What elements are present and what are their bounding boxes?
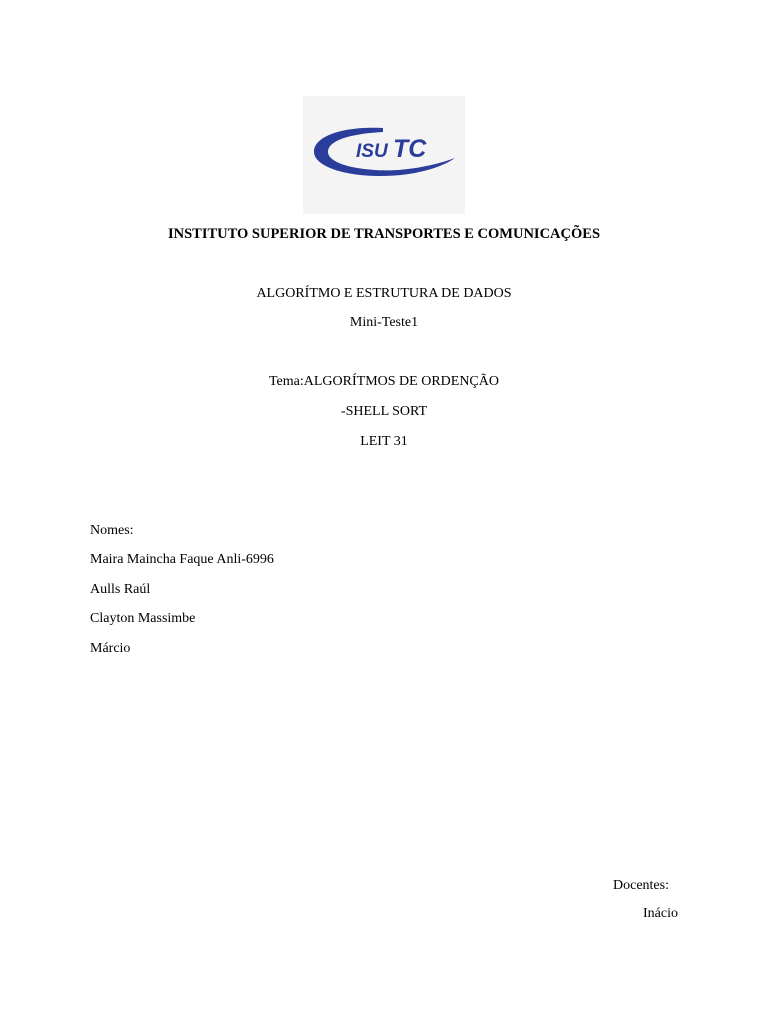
- name-item: Maira Maincha Faque Anli-6996: [90, 552, 274, 567]
- institute-title: INSTITUTO SUPERIOR DE TRANSPORTES E COMUNICAÇÕES: [167, 226, 601, 242]
- course-title: ALGORÍTMO E ESTRUTURA DE DADOS: [256, 286, 512, 301]
- isutc-logo: [303, 96, 465, 214]
- name-item: Clayton Massimbe: [90, 611, 196, 626]
- logo-text-tc: TC: [393, 135, 427, 163]
- teachers-label: Docentes:: [613, 878, 669, 893]
- topic-line: -SHELL SORT: [340, 404, 428, 419]
- theme-line: Tema:ALGORÍTMOS DE ORDENÇÃO: [268, 374, 499, 389]
- names-label: Nomes:: [90, 523, 134, 538]
- test-title: Mini-Teste1: [349, 315, 419, 330]
- logo-text-isu: ISU: [356, 141, 388, 162]
- class-line: LEIT 31: [360, 434, 408, 449]
- name-item: Márcio: [90, 641, 131, 656]
- isutc-logo-graphic: [303, 96, 465, 214]
- name-item: Aulls Raúl: [90, 582, 151, 597]
- teacher-item: Inácio: [643, 906, 678, 921]
